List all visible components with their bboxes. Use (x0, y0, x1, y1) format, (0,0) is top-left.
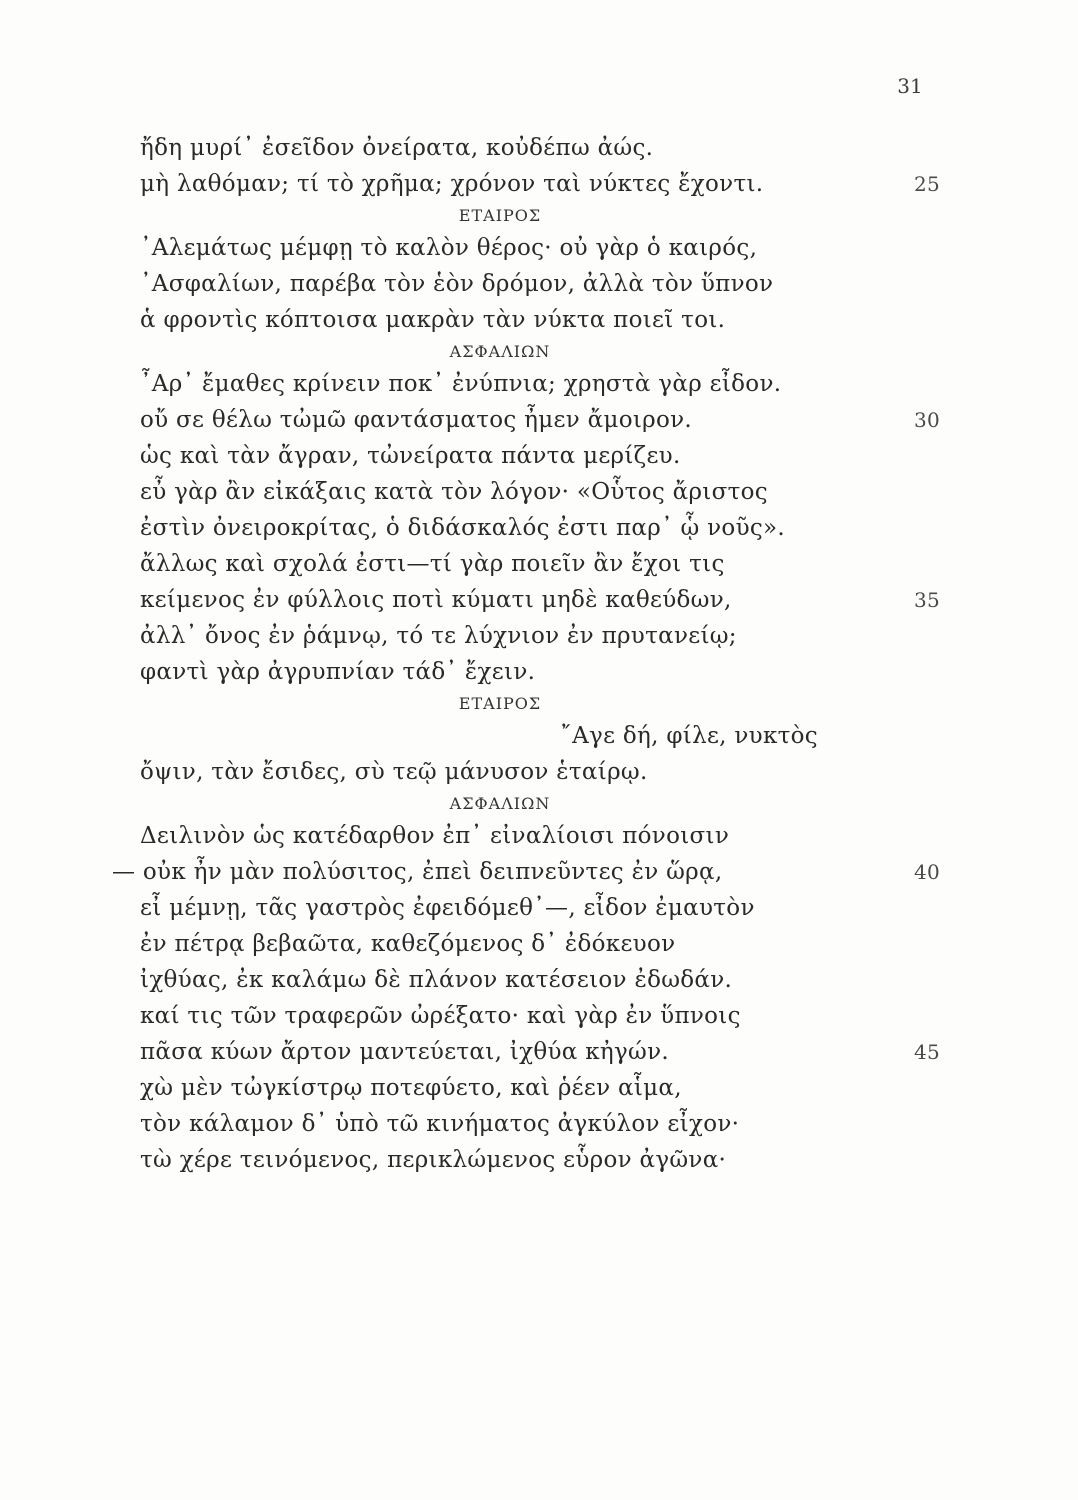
verse-text: τὸν κάλαμον δ᾽ ὑπὸ τῶ κινήματος ἀγκύλον εἶχον· (140, 1111, 740, 1137)
verse-text: χὼ μὲν τὠγκίστρῳ ποτεφύετο, καὶ ῥέεν αἷμα, (140, 1075, 682, 1101)
verse-line (140, 510, 860, 546)
verse-line (140, 926, 860, 962)
verse-line (140, 1034, 941, 1070)
line-number: 35 (913, 588, 941, 612)
verse-text: μὴ λαθόμαν; τί τὸ χρῆμα; χρόνον ταὶ νύκτες ἔχοντι. (140, 171, 764, 197)
speaker-heading: ΑΣΦΑΛΙΩΝ (449, 794, 551, 813)
verse-text: ἐστὶν ὀνειροκρίτας, ὁ διδάσκαλός ἐστι παρ᾽ ᾧ νοῦς». (140, 515, 786, 541)
line-number: 25 (913, 172, 941, 196)
verse-text: κείμενος ἐν φύλλοις ποτὶ κύματι μηδὲ καθεύδων, (140, 587, 732, 613)
line-number: 40 (913, 860, 941, 884)
verse-text: ἤδη μυρί᾽ ἐσεῖδον ὀνείρατα, κοὐδέπω ἀώς. (140, 135, 654, 161)
verse-line (140, 654, 860, 690)
verse-text: ὡς καὶ τὰν ἄγραν, τὠνείρατα πάντα μερίζευ. (140, 443, 681, 469)
verse-line (140, 998, 860, 1034)
poem-text (112, 130, 941, 1178)
verse-line (140, 230, 860, 266)
speaker-heading: ΑΣΦΑΛΙΩΝ (449, 342, 551, 361)
verse-line (140, 438, 860, 474)
verse-line (112, 854, 941, 890)
verse-line (140, 618, 860, 654)
verse-text: εἶ μέμνῃ, τᾶς γαστρὸς ἐφειδόμεθ᾽—, εἶδον ἐμαυτὸν (140, 895, 755, 921)
verse-line (140, 754, 860, 790)
verse-text: εὖ γὰρ ἂν εἰκάξαις κατὰ τὸν λόγον· «Οὗτος ἄριστος (140, 479, 768, 505)
verse-text: ἰχθύας, ἐκ καλάμω δὲ πλάνον κατέσειον ἐδωδάν. (140, 967, 733, 993)
verse-text: ᾿Αλεμάτως μέμφῃ τὸ καλὸν θέρος· οὐ γὰρ ὁ καιρός, (140, 235, 758, 261)
line-number: 30 (913, 408, 941, 432)
verse-text: Δειλινὸν ὡς κατέδαρθον ἐπ᾽ εἰναλίοισι πόνοισιν (140, 823, 730, 849)
verse-text: ἀλλ᾽ ὄνος ἐν ῥάμνῳ, τό τε λύχνιον ἐν πρυτανείῳ; (140, 623, 737, 649)
verse-text: φαντὶ γὰρ ἀγρυπνίαν τάδ᾽ ἔχειν. (140, 659, 536, 685)
verse-line (140, 1070, 860, 1106)
verse-text: ῏Αρ᾽ ἔμαθες κρίνειν ποκ᾽ ἐνύπνια; χρηστὰ γὰρ εἶδον. (140, 371, 782, 397)
verse-line (140, 302, 860, 338)
verse-text: τὼ χέρε τεινόμενος, περικλώμενος εὗρον ἀγῶνα· (140, 1147, 727, 1173)
verse-text: καί τις τῶν τραφερῶν ὠρέξατο· καὶ γὰρ ἐν ὕπνοις (140, 1003, 741, 1029)
verse-text: ᾿Ασφαλίων, παρέβα τὸν ἑὸν δρόμον, ἀλλὰ τὸν ὕπνον (140, 271, 774, 297)
verse-text: ὄψιν, τὰν ἔσιδες, σὺ τεῷ μάνυσον ἑταίρῳ. (140, 759, 648, 785)
verse-line (140, 546, 860, 582)
verse-line (140, 718, 860, 754)
verse-text: ῎Αγε δή, φίλε, νυκτὸς (560, 723, 818, 749)
verse-line (140, 890, 860, 926)
verse-line (140, 366, 860, 402)
verse-line (140, 1142, 860, 1178)
verse-line (140, 402, 941, 438)
verse-line (140, 1106, 860, 1142)
verse-text: πᾶσα κύων ἄρτον μαντεύεται, ἰχθύα κἠγών. (140, 1039, 669, 1065)
verse-line (140, 582, 941, 618)
verse-line (140, 962, 860, 998)
verse-line (140, 818, 860, 854)
verse-line (140, 266, 860, 302)
page-number: 31 (897, 74, 923, 98)
verse-text: ἁ φροντὶς κόπτοισα μακρὰν τὰν νύκτα ποιεῖ τοι. (140, 307, 726, 333)
verse-text: οὔ σε θέλω τὠμῶ φαντάσματος ἦμεν ἄμοιρον. (140, 407, 693, 433)
verse-text: ἄλλως καὶ σχολά ἐστι—τί γὰρ ποιεῖν ἂν ἔχοι τις (140, 551, 725, 577)
verse-line (140, 130, 860, 166)
verse-line (140, 474, 860, 510)
line-number: 45 (913, 1040, 941, 1064)
verse-text: ἐν πέτρᾳ βεβαῶτα, καθεζόμενος δ᾽ ἐδόκευον (140, 931, 676, 957)
verse-line (140, 166, 941, 202)
speaker-heading: ΕΤΑΙΡΟΣ (458, 694, 542, 713)
verse-text: — οὐκ ἦν μὰν πολύσιτος, ἐπεὶ δειπνεῦντες ἐν ὥρᾳ, (112, 859, 723, 885)
speaker-heading: ΕΤΑΙΡΟΣ (458, 206, 542, 225)
